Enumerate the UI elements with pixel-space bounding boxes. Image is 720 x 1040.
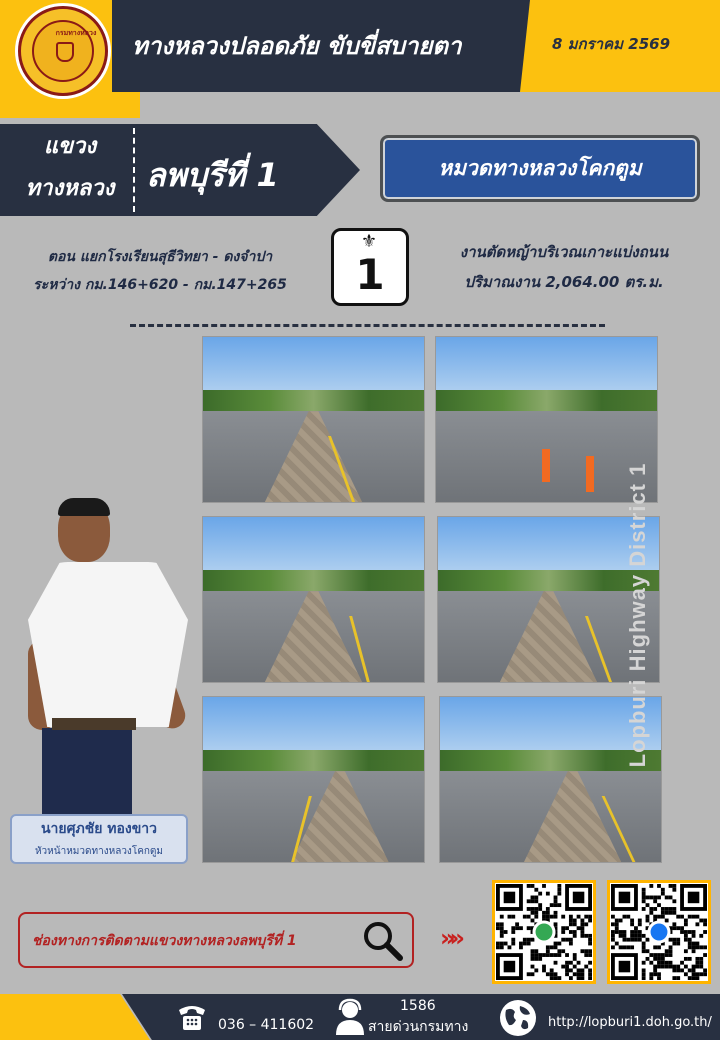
section-route: ตอน แยกโรงเรียนสุธีวิทยา - ดงจำปา — [47, 249, 273, 265]
logo-emblem — [56, 42, 74, 62]
job-description: งานตัดหญ้าบริเวณเกาะแบ่งถนน — [459, 243, 669, 261]
job-quantity: ปริมาณงาน 2,064.00 ตร.ม. — [464, 273, 664, 291]
watermark-text: Lopburi Highway District 1 — [625, 462, 650, 768]
section-km-range: ระหว่าง กม.146+620 - กม.147+265 — [33, 277, 287, 293]
website-link[interactable]: http://lopburi1.doh.go.th/ — [548, 1015, 712, 1030]
vertical-watermark — [618, 420, 658, 810]
person-hair — [58, 498, 110, 516]
district-label — [12, 126, 128, 210]
district-name: ลพบุรีที่ 1 — [146, 156, 279, 194]
qr-pattern-map — [496, 884, 592, 980]
logo-inner-ring — [32, 20, 97, 82]
work-photo-1 — [202, 336, 425, 503]
unit-name: หมวดทางหลวงโคกตูม — [438, 156, 642, 180]
follow-channels-text: ช่องทางการติดตามแขวงทางหลวงลพบุรีที่ 1 — [32, 933, 297, 949]
hotline-label: สายด่วนกรมทาง — [368, 1019, 469, 1035]
doh-logo-icon — [18, 6, 108, 96]
person-belt — [52, 718, 136, 730]
phone-number[interactable]: 036 – 411602 — [218, 1017, 315, 1033]
district-label-line2: ทางหลวง — [25, 176, 115, 201]
job-number: 1 — [355, 250, 385, 299]
globe-icon — [498, 998, 538, 1038]
work-photo-3 — [202, 516, 425, 683]
qr-code-facebook[interactable] — [607, 880, 711, 984]
district-divider — [133, 128, 135, 212]
hotline-number[interactable]: 1586 — [400, 998, 436, 1014]
person-title: หัวหน้าหมวดทางหลวงโคกตูม — [34, 846, 164, 857]
logo-text: กรมทางหลวง — [55, 29, 97, 37]
garuda-icon: ⚜ — [360, 231, 378, 252]
work-photo-5 — [202, 696, 425, 863]
qr-code-map[interactable] — [492, 880, 596, 984]
district-label-line1: แขวง — [43, 134, 97, 159]
phone-icon — [176, 1002, 208, 1032]
headset-icon — [334, 998, 366, 1036]
page-title: ทางหลวงปลอดภัย ขับขี่สบายตา — [132, 32, 462, 60]
qr-pattern-facebook — [611, 884, 707, 980]
section-divider — [130, 324, 605, 327]
person-name: นายศุภชัย ทองขาว — [40, 821, 158, 837]
search-icon — [360, 918, 404, 962]
report-date: 8 มกราคม 2569 — [552, 35, 671, 53]
person-pants — [42, 728, 132, 816]
person-shirt — [28, 562, 188, 727]
arrows-right-icon: »» — [440, 924, 460, 952]
